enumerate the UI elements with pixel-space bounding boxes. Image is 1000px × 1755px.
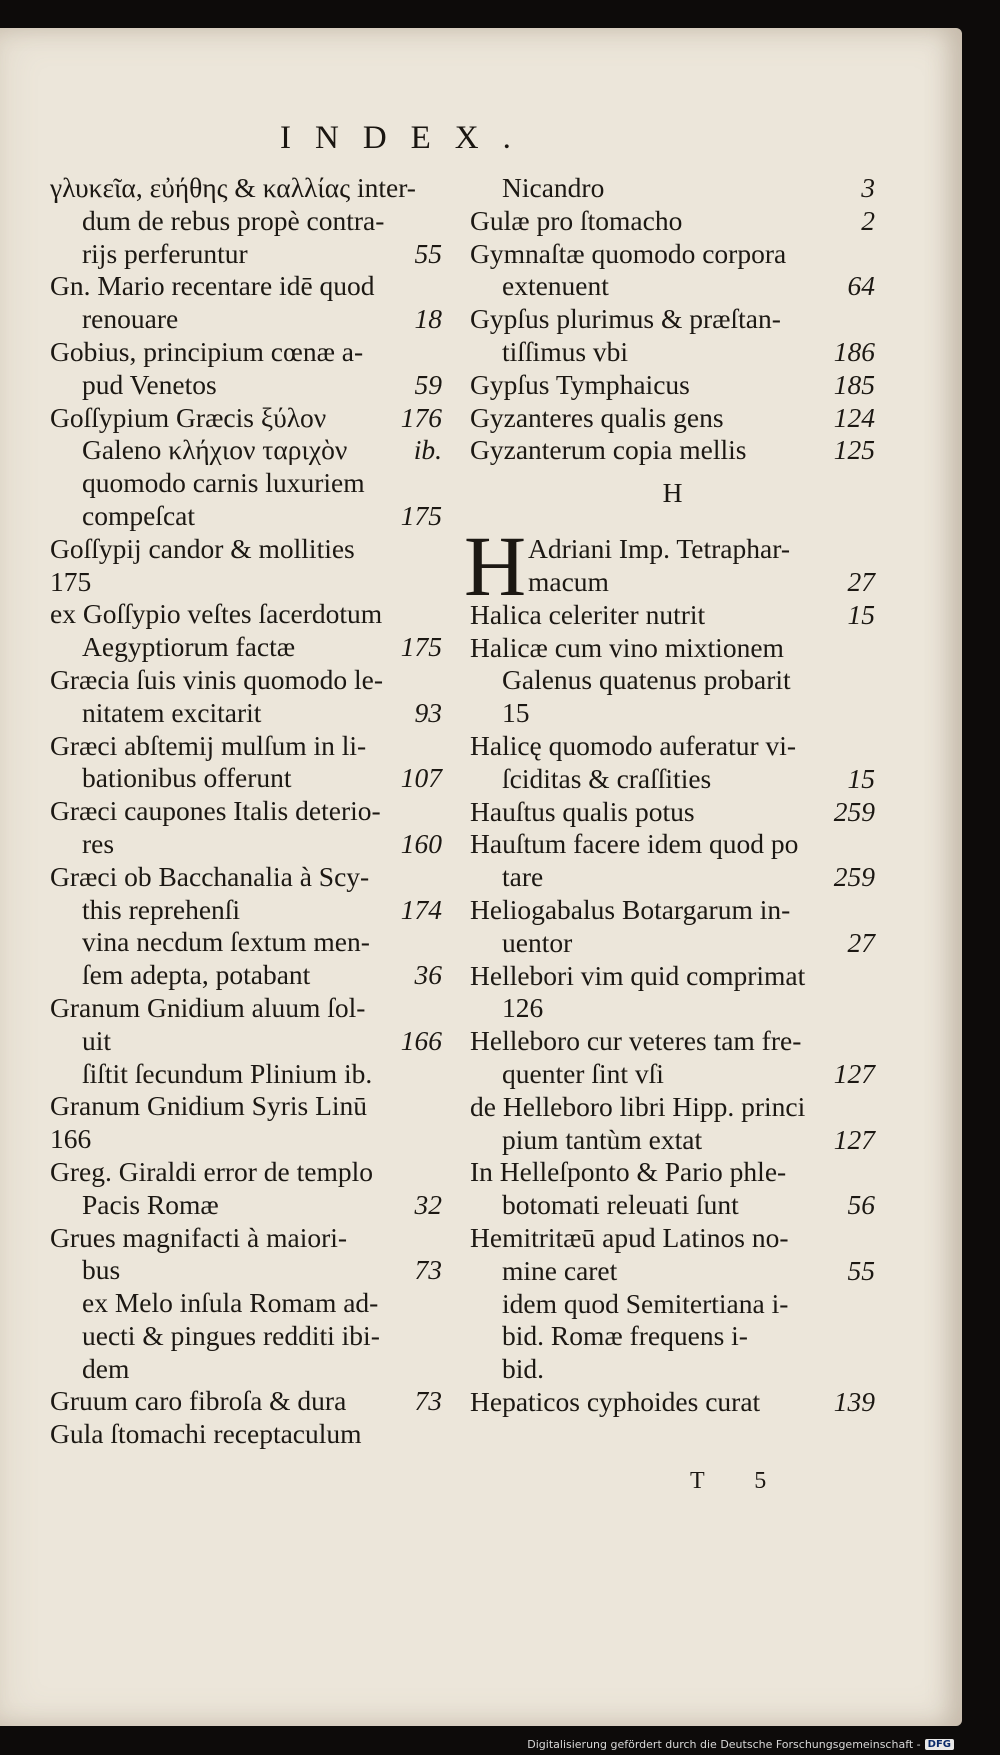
index-entry-line xyxy=(470,894,875,927)
index-entry-line xyxy=(470,1189,875,1222)
entry-text: Halica celeriter nutrit xyxy=(470,598,706,630)
index-entry-line xyxy=(50,926,442,959)
entry-text: Gula ſtomachi receptaculum xyxy=(50,1418,362,1450)
entry-text: 126 xyxy=(502,992,544,1024)
index-entry-line xyxy=(50,1287,442,1320)
entry-text: uecti & pingues redditi ibi- xyxy=(82,1319,380,1351)
entry-page-number: 166 xyxy=(400,1024,442,1056)
entry-text: Græci caupones Italis deterio- xyxy=(50,795,381,827)
index-entry-line xyxy=(470,992,875,1025)
entry-text: res xyxy=(82,827,115,859)
index-entry-line xyxy=(50,697,442,730)
entry-page-number: 55 xyxy=(414,237,442,269)
entry-text: compeſcat xyxy=(82,499,195,531)
entry-page-number: 56 xyxy=(847,1189,875,1221)
entry-page-number: 124 xyxy=(833,401,875,433)
index-entry-line xyxy=(470,861,875,894)
entry-text: Gulæ pro ſtomacho xyxy=(470,204,683,236)
dropcap-entry xyxy=(464,518,875,1419)
entry-text: Galenus quatenus probarit xyxy=(502,664,791,696)
index-entry-line xyxy=(50,1189,442,1222)
entry-text: Halicæ cum vino mixtionem xyxy=(470,631,784,663)
entry-text: Gypſus plurimus & præſtan- xyxy=(470,303,781,335)
entry-text: Granum Gnidium Syris Linū xyxy=(50,1090,368,1122)
entry-text: Heliogabalus Botargarum in- xyxy=(470,893,791,925)
entry-text: Hellebori vim quid comprimat xyxy=(470,959,806,991)
entry-page-number: 127 xyxy=(833,1123,875,1155)
index-entry-line xyxy=(470,303,875,336)
index-entry-line xyxy=(50,664,442,697)
entry-text: Granum Gnidium aluum ſol- xyxy=(50,991,366,1023)
index-entry-line xyxy=(50,795,442,828)
entry-page-number: 259 xyxy=(833,861,875,893)
index-entry-line xyxy=(50,1090,442,1123)
entry-text: Græcia ſuis vinis quomodo le- xyxy=(50,663,384,695)
index-entry-line xyxy=(50,1222,442,1255)
entry-text: ſciditas & craſſities xyxy=(502,762,712,794)
index-entry-line xyxy=(470,927,875,960)
entry-text: rijs perferuntur xyxy=(82,237,248,269)
index-entry-line xyxy=(50,1025,442,1058)
entry-text: bus xyxy=(82,1254,121,1286)
index-entry-line xyxy=(50,598,442,631)
footer-text: Digitalisierung gefördert durch die Deutsche Forschungsgemeinschaft - xyxy=(527,1738,921,1751)
index-entry-line xyxy=(50,1156,442,1189)
index-entry-line xyxy=(470,664,875,697)
entry-text: bationibus offerunt xyxy=(82,762,292,794)
entry-page-number: 127 xyxy=(833,1057,875,1089)
entry-text: Græci abſtemij mulſum in li- xyxy=(50,729,367,761)
index-entry-line xyxy=(470,172,875,205)
entry-text: this reprehenſi xyxy=(82,893,241,925)
entry-text: botomati releuati ſunt xyxy=(502,1189,739,1221)
entry-text: Grues magnifacti à maiori- xyxy=(50,1221,348,1253)
entry-page-number: 2 xyxy=(861,204,875,236)
entry-page-number: 36 xyxy=(414,959,442,991)
entry-page-number: 176 xyxy=(400,401,442,433)
index-entry-line xyxy=(50,467,442,500)
index-entry-line xyxy=(470,533,875,566)
entry-text: Hauſtus qualis potus xyxy=(470,795,695,827)
index-entry-line xyxy=(50,762,442,795)
entry-text: Adriani Imp. Tetraphar- xyxy=(528,533,790,565)
entry-text: Gruum caro fibroſa & dura xyxy=(50,1385,347,1417)
index-entry-line xyxy=(470,1156,875,1189)
entry-page-number: 185 xyxy=(833,368,875,400)
entry-page-number: 259 xyxy=(833,795,875,827)
index-entry-line xyxy=(50,533,442,566)
index-entry-line xyxy=(470,599,875,632)
entry-text: Nicandro xyxy=(502,172,605,203)
entry-text: 166 xyxy=(50,1123,92,1155)
entry-text: tare xyxy=(502,861,544,893)
entry-text: Hemitritæū apud Latinos no- xyxy=(470,1221,789,1253)
index-entry-line xyxy=(50,500,442,533)
entry-text: nitatem excitarit xyxy=(82,696,262,728)
index-entry-line xyxy=(470,369,875,402)
entry-text: Græci ob Bacchanalia à Scy- xyxy=(50,860,370,892)
entry-page-number: 139 xyxy=(833,1385,875,1417)
entry-text: Gyzanteres qualis gens xyxy=(470,401,724,433)
entry-text: dum de rebus propè contra- xyxy=(82,204,385,236)
entry-text: Hepaticos cyphoides curat xyxy=(470,1385,761,1417)
entry-text: bid. xyxy=(502,1353,545,1385)
index-entry-line xyxy=(470,1091,875,1124)
entry-text: Hauſtum facere idem quod po xyxy=(470,828,799,860)
entry-page-number: 15 xyxy=(847,598,875,630)
index-entry-line xyxy=(470,270,875,303)
entry-text: quenter ſint vſi xyxy=(502,1057,664,1089)
entry-page-number: 186 xyxy=(833,335,875,367)
entry-page-number: 107 xyxy=(400,762,442,794)
index-entry-line xyxy=(50,1123,442,1156)
index-entry-line xyxy=(470,238,875,271)
index-entry-line xyxy=(470,1025,875,1058)
entry-text: quomodo carnis luxuriem xyxy=(82,467,365,499)
index-entry-line xyxy=(50,992,442,1025)
entry-text: de Helleboro libri Hipp. princi xyxy=(470,1090,806,1122)
index-entry-line xyxy=(470,730,875,763)
signature-mark: T 5 xyxy=(690,1468,789,1494)
index-column-right xyxy=(464,172,875,1419)
entry-page-number: 73 xyxy=(414,1385,442,1417)
index-entry-line xyxy=(470,1386,875,1419)
entry-text: ex Goſſypio veſtes ſacerdotum xyxy=(50,598,383,630)
index-entry-line xyxy=(50,828,442,861)
entry-text: bid. Romæ frequens i- xyxy=(502,1320,748,1352)
entry-text: γλυκεῖα, εὐήθης & καλλίας inter- xyxy=(50,172,416,203)
index-entry-line xyxy=(50,1418,442,1451)
entry-text: In Helleſponto & Pario phle- xyxy=(470,1156,787,1188)
dropcap-letter: H xyxy=(464,518,527,615)
index-entry-line xyxy=(50,1353,442,1386)
entry-text: Greg. Giraldi error de templo xyxy=(50,1155,374,1187)
index-entry-line xyxy=(470,1320,875,1353)
index-entry-line xyxy=(470,1288,875,1321)
index-entry-line xyxy=(470,796,875,829)
dfg-logo-icon: DFG xyxy=(925,1739,954,1750)
index-entry-line xyxy=(470,336,875,369)
index-entry-line xyxy=(50,861,442,894)
entry-text: Gyzanterum copia mellis xyxy=(470,434,747,466)
entry-text: dem xyxy=(82,1352,130,1384)
index-entry-line xyxy=(470,1222,875,1255)
index-entry-line xyxy=(50,1385,442,1418)
entry-text: Gn. Mario recentare idē quod xyxy=(50,270,375,302)
entry-text: uit xyxy=(82,1024,112,1056)
index-entry-line xyxy=(50,238,442,271)
entry-text: idem quod Semitertiana i- xyxy=(502,1287,789,1319)
index-entry-line xyxy=(50,369,442,402)
digitization-footer xyxy=(527,1738,954,1751)
section-heading: H xyxy=(662,477,683,509)
entry-text: ſem adepta, potabant xyxy=(82,959,311,991)
entry-text: Helleboro cur veteres tam fre- xyxy=(470,1025,802,1057)
index-entry-line xyxy=(470,1058,875,1091)
entry-text: tiſſimus vbi xyxy=(502,335,629,367)
index-entry-line xyxy=(470,960,875,993)
entry-page-number: 125 xyxy=(833,434,875,466)
index-entry-line xyxy=(50,172,442,205)
entry-text: Galeno κλήχιον ταριχὸν xyxy=(82,434,348,466)
index-entry-line xyxy=(470,1255,875,1288)
entry-page-number: 175 xyxy=(400,499,442,531)
page-header: INDEX. xyxy=(280,120,535,156)
entry-text: macum xyxy=(528,565,609,597)
entry-page-number: 3 xyxy=(861,172,875,203)
entry-text: Goſſypij candor & mollities xyxy=(50,532,355,564)
entry-text: Halicę quomodo auferatur vi- xyxy=(470,729,797,761)
entry-text: 175 xyxy=(50,565,92,597)
index-entry-line xyxy=(470,1124,875,1157)
entry-page-number: 59 xyxy=(414,368,442,400)
entry-text: ex Melo inſula Romam ad- xyxy=(82,1287,379,1319)
index-entry-line xyxy=(470,632,875,665)
entry-text: vina necdum ſextum men- xyxy=(82,926,370,958)
index-entry-line xyxy=(470,566,875,599)
entry-text: Gypſus Tymphaicus xyxy=(470,368,690,400)
index-entry-line xyxy=(50,566,442,599)
entry-text: 15 xyxy=(502,697,530,729)
index-entry-line xyxy=(470,402,875,435)
entry-text: Goſſypium Græcis ξύλον xyxy=(50,401,327,433)
entry-text: pium tantùm extat xyxy=(502,1123,703,1155)
index-entry-line xyxy=(470,205,875,238)
entry-page-number: 93 xyxy=(414,696,442,728)
index-entry-line xyxy=(470,434,875,467)
entry-page-number: 160 xyxy=(400,827,442,859)
index-column-left xyxy=(50,172,442,1451)
index-entry-line xyxy=(50,730,442,763)
index-entry-line xyxy=(50,894,442,927)
index-entry-line xyxy=(470,828,875,861)
index-entry-line xyxy=(50,336,442,369)
entry-page-number: 55 xyxy=(847,1254,875,1286)
entry-page-number: 27 xyxy=(847,565,875,597)
entry-page-number: 174 xyxy=(400,893,442,925)
entry-text: Pacis Romæ xyxy=(82,1188,219,1220)
entry-page-number: 15 xyxy=(847,762,875,794)
entry-page-number: 18 xyxy=(414,303,442,335)
index-entry-line xyxy=(50,1058,442,1091)
index-entry-line xyxy=(470,1353,875,1386)
entry-page-number: 32 xyxy=(414,1188,442,1220)
entry-text: mine caret xyxy=(502,1254,618,1286)
entry-text: pud Venetos xyxy=(82,368,217,400)
entry-text: renouare xyxy=(82,303,179,335)
index-entry-line xyxy=(50,270,442,303)
index-entry-line xyxy=(470,763,875,796)
entry-text: Gobius, principium cœnæ a- xyxy=(50,335,364,367)
entry-page-number: 175 xyxy=(400,631,442,663)
entry-page-number: 73 xyxy=(414,1254,442,1286)
entry-page-number: ib. xyxy=(413,434,442,466)
index-entry-line xyxy=(50,959,442,992)
entry-page-number: 64 xyxy=(847,270,875,302)
entry-text: ſiſtit ſecundum Plinium ib. xyxy=(82,1057,373,1089)
index-entry-line xyxy=(50,631,442,664)
entry-text: Gymnaſtæ quomodo corpora xyxy=(470,237,787,269)
entry-text: Aegyptiorum factæ xyxy=(82,631,296,663)
index-entry-line xyxy=(470,697,875,730)
index-entry-line xyxy=(50,303,442,336)
entry-text: uentor xyxy=(502,926,573,958)
index-entry-line xyxy=(50,1254,442,1287)
index-entry-line xyxy=(50,402,442,435)
entry-text: extenuent xyxy=(502,270,609,302)
index-entry-line xyxy=(50,205,442,238)
book-page xyxy=(0,28,962,1726)
index-entry-line xyxy=(50,434,442,467)
entry-page-number: 27 xyxy=(847,926,875,958)
index-entry-line xyxy=(50,1320,442,1353)
